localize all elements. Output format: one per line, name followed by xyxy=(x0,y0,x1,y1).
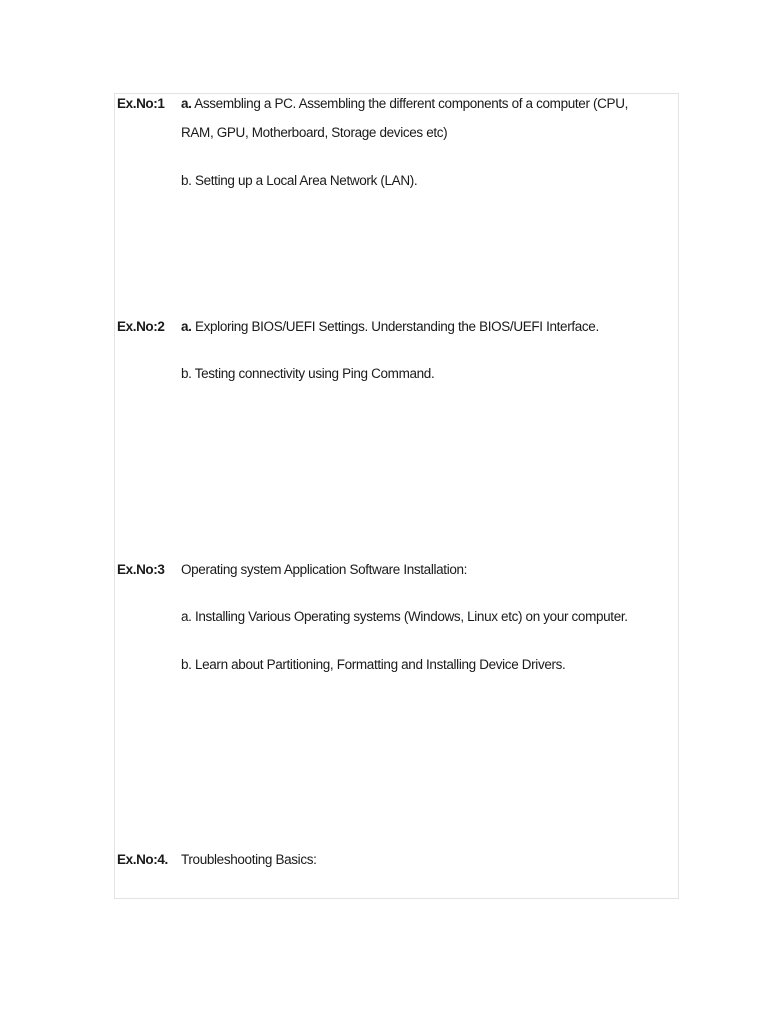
item-text: Assembling a PC. Assembling the different components of a computer (CPU, xyxy=(191,96,628,111)
exercise-3-heading xyxy=(181,560,467,579)
exercise-1-line-a xyxy=(181,94,628,113)
item-text: Exploring BIOS/UEFI Settings. Understanding the BIOS/UEFI Interface. xyxy=(191,319,599,334)
exercise-1-line-a-cont xyxy=(181,123,447,142)
exercise-2-label: Ex.No:2 xyxy=(117,319,165,334)
exercise-3-label: Ex.No:3 xyxy=(117,562,165,577)
exercise-3-line-a xyxy=(181,607,628,626)
item-text: b. Setting up a Local Area Network (LAN). xyxy=(181,173,418,188)
exercise-2-line-a xyxy=(181,317,599,336)
exercise-3-line-b xyxy=(181,655,565,674)
item-text: b. Learn about Partitioning, Formatting and Installing Device Drivers. xyxy=(181,657,566,672)
exercise-list-box xyxy=(114,93,679,899)
item-text: a. Installing Various Operating systems (Windows, Linux etc) on your computer. xyxy=(181,609,628,624)
exercise-4-label: Ex.No:4. xyxy=(117,852,168,867)
item-text: RAM, GPU, Motherboard, Storage devices etc) xyxy=(181,125,448,140)
item-text: Operating system Application Software Installation: xyxy=(181,562,468,577)
exercise-1-line-b xyxy=(181,171,417,190)
item-marker: a. xyxy=(181,319,192,334)
item-text: Troubleshooting Basics: xyxy=(181,852,317,867)
exercise-4-heading xyxy=(181,850,317,869)
item-text: b. Testing connectivity using Ping Command. xyxy=(181,366,435,381)
exercise-1-label: Ex.No:1 xyxy=(117,96,165,111)
exercise-2-line-b xyxy=(181,364,434,383)
item-marker: a. xyxy=(181,96,192,111)
